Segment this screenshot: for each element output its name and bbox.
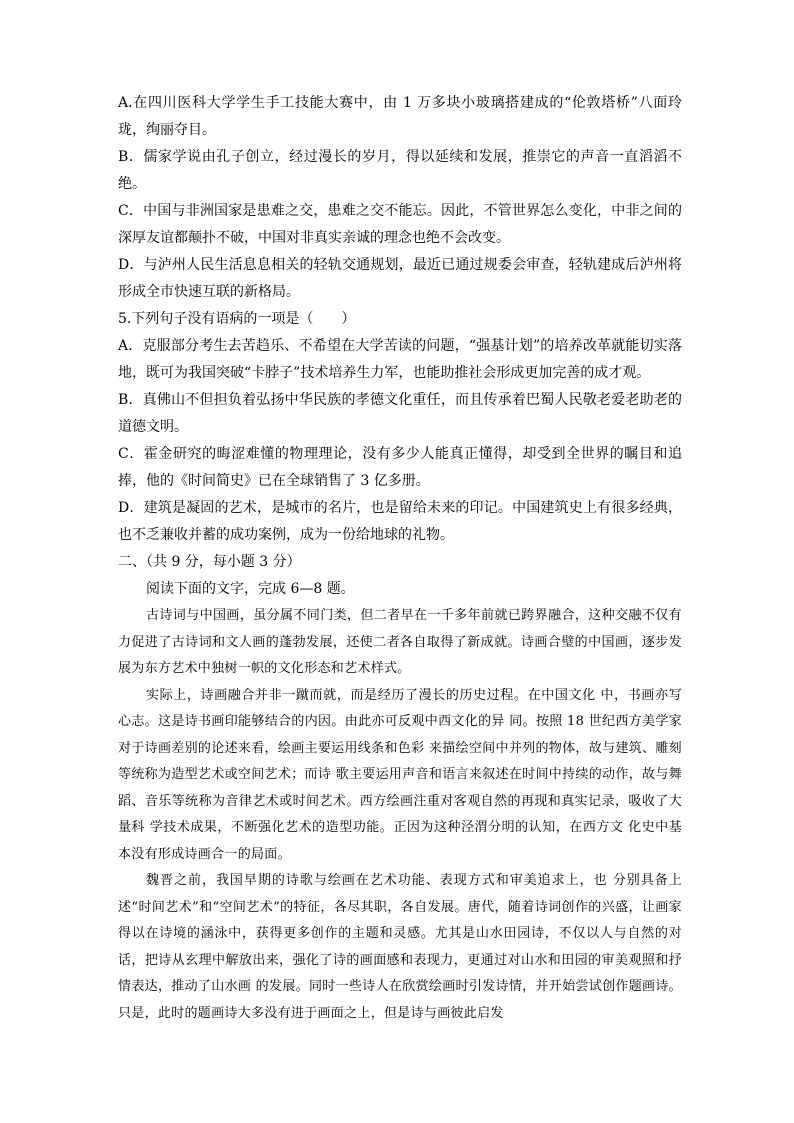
passage-paragraph-2: 实际上，诗画融合并非一蹴而就，而是经历了漫长的历史过程。在中国文化 中，书画亦写心志。这是诗书画印能够结合的内因。由此亦可反观中西文化的异 同。按照 18 世纪西方美学家对于诗画差别的论述来看，绘画主要运用线条和色彩 来描绘空间中并列的物体，故与建筑、雕刻等统称为造型艺术或空间艺术；而诗 歌主要运用声音和语言来叙述在时间中持续的动作，故与舞蹈、音乐等统称为音律艺术或时间艺术。西方绘画注重对客观自然的再现和真实记录，吸收了大量科 学技术成果，不断强化艺术的造型功能。正因为这种泾渭分明的认知，在西方文 化史中基本没有形成诗画合一的局面。 — [118, 687, 682, 862]
section-heading: 二、（共 9 分，每小题 3 分） — [118, 554, 301, 570]
page-content — [118, 90, 682, 1027]
q4-option-a: A.在四川医科大学学生手工技能大赛中，由 1 万多块小玻璃搭建成的“伦敦塔桥”八面玲珑，绚丽夺目。 — [118, 95, 682, 138]
q5-stem: 5.下列句子没有语病的一项是（ ） — [118, 311, 356, 327]
passage-paragraph-1: 古诗词与中国画，虽分属不同门类，但二者早在一千多年前就已跨界融合，这种交融不仅有力促进了古诗词和文人画的蓬勃发展，还使二者各自取得了新成就。诗画合璧的中国画，逐步发展为东方艺术中独树一帜的文化形态和艺术样式。 — [118, 608, 682, 676]
q5-option-b: B．真佛山不但担负着弘扬中华民族的孝德文化重任，而且传承着巴蜀人民敬老爱老助老的道德文明。 — [118, 392, 682, 435]
q5-option-c: C．霍金研究的晦涩难懂的物理理论，没有多少人能真正懂得，却受到全世界的瞩目和追捧，他的《时间简史》已在全球销售了 3 亿多册。 — [118, 446, 682, 489]
q4-option-c: C．中国与非洲国家是患难之交，患难之交不能忘。因此，不管世界怎么变化，中非之间的深厚友谊都颠扑不破，中国对非真实亲诚的理念也绝不会改变。 — [118, 203, 682, 246]
q5-option-d: D．建筑是凝固的艺术，是城市的名片，也是留给未来的印记。中国建筑史上有很多经典，也不乏兼收并蓄的成功案例，成为一份给地球的礼物。 — [118, 500, 682, 543]
section-instruction: 阅读下面的文字，完成 6—8 题。 — [146, 581, 355, 597]
passage-paragraph-3: 魏晋之前，我国早期的诗歌与绘画在艺术功能、表现方式和审美追求上，也 分别具备上述“时间艺术”和“空间艺术”的特征，各尽其职，各自发展。唐代，随着诗词创作的兴盛，让画家得以在诗境的涵泳中，获得更多创作的主题和灵感。尤其是山水田园诗，不仅以人与自然的对话，把诗从玄理中解放出来，强化了诗的画面感和表现力，更通过对山水和田园的审美观照和抒情表达，推动了山水画 的发展。同时一些诗人在欣赏绘画时引发诗情，并开始尝试创作题画诗。只是，此时的题画诗大多没有进于画面之上，但是诗与画彼此启发 — [118, 873, 682, 1021]
q5-option-a: A．克服部分考生去苦趋乐、不希望在大学苦读的问题，“强基计划”的培养改革就能切实落地，既可为我国突破“卡脖子”技术培养生力军，也能助推社会形成更加完善的成才观。 — [118, 338, 682, 381]
q4-option-b: B．儒家学说由孔子创立，经过漫长的岁月，得以延续和发展，推崇它的声音一直滔滔不绝。 — [118, 149, 682, 192]
q4-option-d: D．与泸州人民生活息息相关的轻轨交通规划，最近已通过规委会审查，轻轨建成后泸州将形成全市快速互联的新格局。 — [118, 257, 682, 300]
